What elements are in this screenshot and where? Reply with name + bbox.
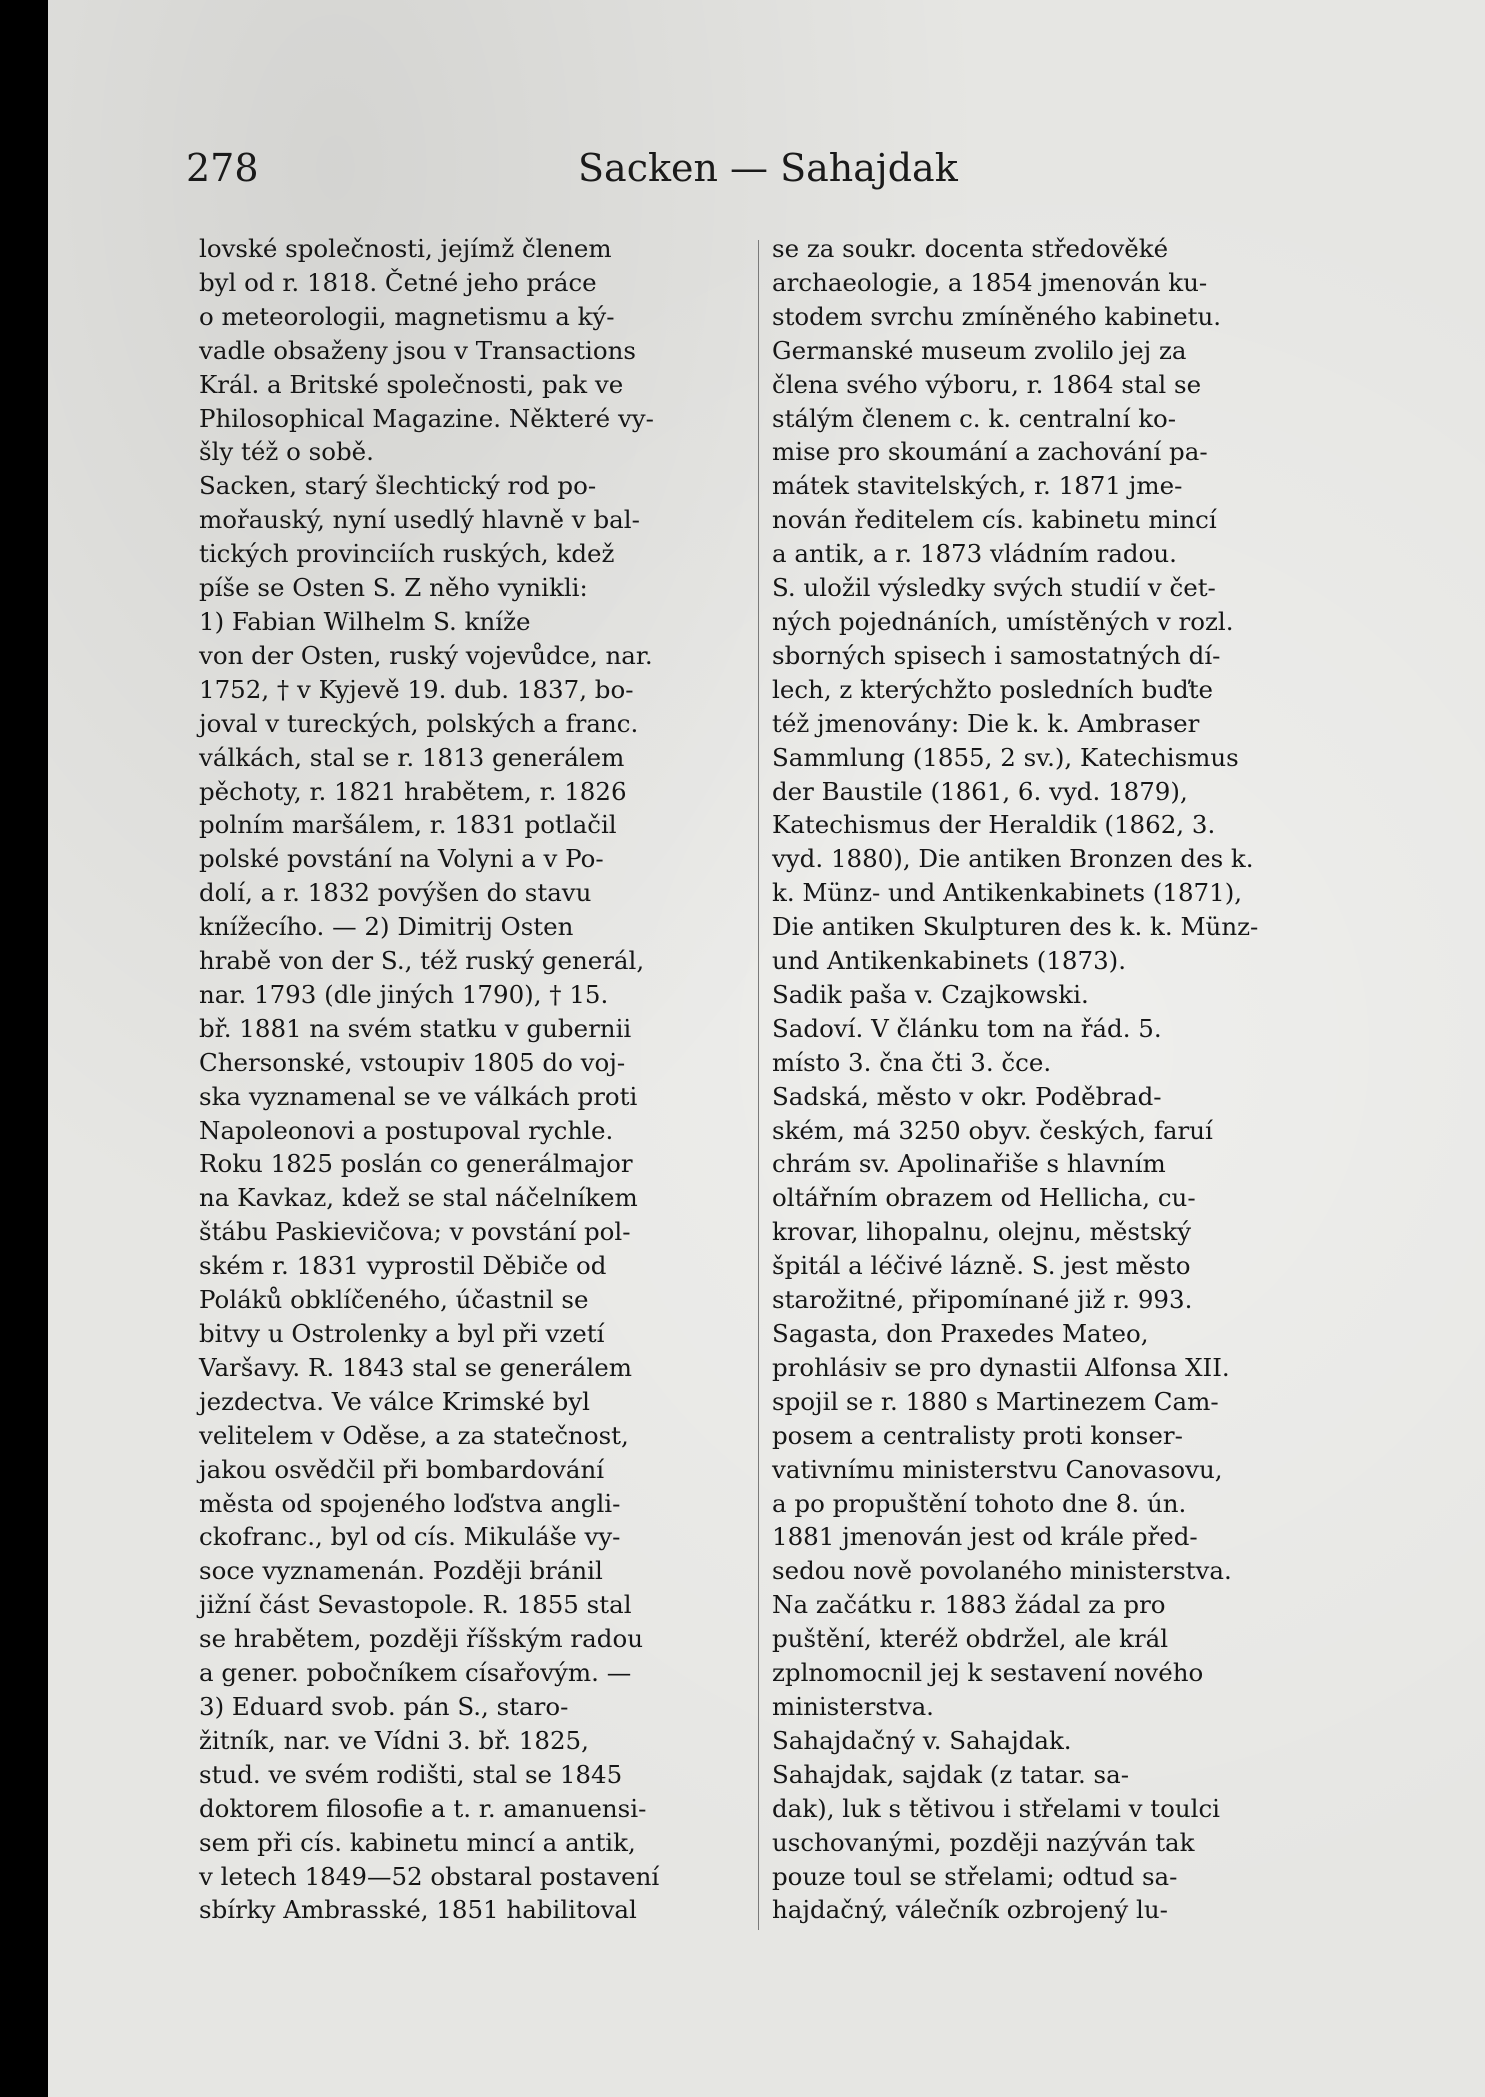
text-line: Sagasta, don Praxedes Mateo, bbox=[772, 1319, 1149, 1348]
text-line: pěchoty, r. 1821 hrabětem, r. 1826 bbox=[199, 776, 627, 806]
text-line: špitál a léčivé lázně. S. jest město bbox=[772, 1251, 1191, 1281]
text-line: stálým členem c. k. centralní ko- bbox=[772, 403, 1177, 433]
text-line: Varšavy. R. 1843 stal se generálem bbox=[199, 1352, 632, 1382]
text-line: oltářním obrazem od Hellicha, cu- bbox=[772, 1183, 1196, 1213]
text-line: štábu Paskievičova; v povstání pol- bbox=[199, 1217, 631, 1247]
text-line: sbírky Ambrasské, 1851 habilitoval bbox=[199, 1895, 637, 1925]
text-line: 3) Eduard svob. pán S., staro- bbox=[199, 1691, 569, 1721]
text-line: puštění, kteréž obdržel, ale král bbox=[772, 1624, 1169, 1654]
text-line: jižní část Sevastopole. R. 1855 stal bbox=[199, 1590, 632, 1620]
text-line: Chersonské, vstoupiv 1805 do voj- bbox=[199, 1047, 626, 1077]
text-line: se hrabětem, později říšským radou bbox=[199, 1624, 643, 1654]
text-line: nován ředitelem cís. kabinetu mincí bbox=[772, 505, 1217, 535]
text-line: polské povstání na Volyni a v Po- bbox=[199, 844, 604, 874]
text-line: a po propuštění tohoto dne 8. ún. bbox=[772, 1488, 1187, 1518]
text-line: též jmenovány: Die k. k. Ambraser bbox=[772, 708, 1200, 738]
text-line: Sahajdačný v. Sahajdak. bbox=[772, 1725, 1072, 1755]
text-line: Philosophical Magazine. Některé vy- bbox=[199, 403, 654, 433]
text-line: vativnímu ministerstvu Canovasovu, bbox=[772, 1454, 1223, 1484]
text-line: Sadik paša v. Czajkowski. bbox=[772, 979, 1089, 1009]
text-line: válkách, stal se r. 1813 generálem bbox=[199, 742, 625, 772]
text-line: Sacken, starý šlechtický rod po- bbox=[199, 471, 597, 501]
text-line: Sahajdak, sajdak (z tatar. sa- bbox=[772, 1759, 1129, 1789]
text-line: sborných spisech i samostatných dí- bbox=[772, 640, 1221, 670]
text-line: se za soukr. docenta středověké bbox=[772, 234, 1169, 263]
text-line: a antik, a r. 1873 vládním radou. bbox=[772, 539, 1177, 569]
text-line: nar. 1793 (dle jiných 1790), † 15. bbox=[199, 979, 609, 1009]
text-line: polním maršálem, r. 1831 potlačil bbox=[199, 810, 617, 840]
text-line: jezdectva. Ve válce Krimské byl bbox=[199, 1386, 590, 1416]
text-line: města od spojeného loďstva angli- bbox=[199, 1488, 621, 1518]
text-line: zplnomocnil jej k sestavení nového bbox=[772, 1658, 1204, 1688]
text-line: 1) Fabian Wilhelm S. kníže bbox=[199, 606, 531, 636]
left-column bbox=[199, 232, 754, 1927]
text-line: ministerstva. bbox=[772, 1691, 934, 1721]
text-line: Napoleonovi a postupoval rychle. bbox=[199, 1115, 614, 1145]
text-line: soce vyznamenán. Později bránil bbox=[199, 1556, 603, 1586]
text-line: píše se Osten S. Z něho vynikli: bbox=[199, 573, 588, 603]
text-line: sem při cís. kabinetu mincí a antik, bbox=[199, 1827, 636, 1857]
text-line: sedou nově povolaného ministerstva. bbox=[772, 1556, 1232, 1586]
text-line: lovské společnosti, jejímž členem bbox=[199, 234, 612, 263]
page-number: 278 bbox=[186, 146, 259, 190]
text-line: lech, z kterýchžto posledních buďte bbox=[772, 674, 1214, 704]
text-line: Na začátku r. 1883 žádal za pro bbox=[772, 1590, 1166, 1620]
text-line: 1881 jmenován jest od krále před- bbox=[772, 1522, 1198, 1552]
text-line: doktorem filosofie a t. r. amanuensi- bbox=[199, 1793, 647, 1823]
text-line: na Kavkaz, kdež se stal náčelníkem bbox=[199, 1183, 638, 1213]
text-line: místo 3. čna čti 3. čce. bbox=[772, 1047, 1052, 1077]
text-line: Die antiken Skulpturen des k. k. Münz- bbox=[772, 912, 1259, 942]
text-line: tických provinciích ruských, kdež bbox=[199, 539, 615, 569]
text-line: bř. 1881 na svém statku v gubernii bbox=[199, 1013, 632, 1043]
text-line: von der Osten, ruský vojevůdce, nar. bbox=[199, 640, 653, 670]
text-line: krovar, lihopalnu, olejnu, městský bbox=[772, 1217, 1192, 1247]
right-column bbox=[772, 232, 1327, 1927]
text-line: mise pro skoumání a zachování pa- bbox=[772, 437, 1208, 467]
text-line: ském r. 1831 vyprostil Děbiče od bbox=[199, 1251, 607, 1281]
text-line: Sadoví. V článku tom na řád. 5. bbox=[772, 1013, 1162, 1043]
page-header bbox=[48, 146, 1485, 196]
text-line: mátek stavitelských, r. 1871 jme- bbox=[772, 471, 1183, 501]
text-line: v letech 1849—52 obstaral postavení bbox=[199, 1861, 660, 1891]
text-line: stodem svrchu zmíněného kabinetu. bbox=[772, 301, 1222, 331]
text-line: hrabě von der S., též ruský generál, bbox=[199, 946, 645, 976]
text-line: ském, má 3250 obyv. českých, faruí bbox=[772, 1115, 1213, 1145]
text-line: šly též o sobě. bbox=[199, 437, 374, 467]
text-line: joval v tureckých, polských a franc. bbox=[199, 708, 639, 738]
text-line: prohlásiv se pro dynastii Alfonsa XII. bbox=[772, 1352, 1230, 1382]
text-line: hajdačný, válečník ozbrojený lu- bbox=[772, 1895, 1168, 1925]
text-line: mořauský, nyní usedlý hlavně v bal- bbox=[199, 505, 640, 535]
text-line: pouze toul se střelami; odtud sa- bbox=[772, 1861, 1178, 1891]
text-line: bitvy u Ostrolenky a byl při vzetí bbox=[199, 1319, 605, 1348]
text-line: uschovanými, později nazýván tak bbox=[772, 1827, 1195, 1857]
text-line: ckofranc., byl od cís. Mikuláše vy- bbox=[199, 1522, 621, 1552]
text-line: dolí, a r. 1832 povýšen do stavu bbox=[199, 878, 592, 908]
text-line: velitelem v Oděse, a za statečnost, bbox=[199, 1420, 629, 1450]
text-line: stud. ve svém rodišti, stal se 1845 bbox=[199, 1759, 623, 1789]
text-line: a gener. pobočníkem císařovým. — bbox=[199, 1658, 632, 1688]
text-line: knížecího. — 2) Dimitrij Osten bbox=[199, 912, 574, 942]
text-line: Poláků obklíčeného, účastnil se bbox=[199, 1285, 589, 1315]
text-line: vyd. 1880), Die antiken Bronzen des k. bbox=[772, 844, 1254, 874]
text-line: archaeologie, a 1854 jmenován ku- bbox=[772, 267, 1208, 297]
text-line: Roku 1825 poslán co generálmajor bbox=[199, 1149, 633, 1179]
text-line: žitník, nar. ve Vídni 3. bř. 1825, bbox=[199, 1725, 589, 1755]
running-title: Sacken — Sahajdak bbox=[578, 146, 958, 190]
text-line: o meteorologii, magnetismu a ký- bbox=[199, 301, 615, 331]
text-line: vadle obsaženy jsou v Transactions bbox=[199, 335, 636, 365]
text-line: Sammlung (1855, 2 sv.), Katechismus bbox=[772, 742, 1239, 772]
text-line: člena svého výboru, r. 1864 stal se bbox=[772, 369, 1202, 399]
text-line: 1752, † v Kyjevě 19. dub. 1837, bo- bbox=[199, 674, 634, 704]
text-line: Katechismus der Heraldik (1862, 3. bbox=[772, 810, 1216, 840]
text-line: chrám sv. Apolinařiše s hlavním bbox=[772, 1149, 1166, 1179]
text-line: Germanské museum zvolilo jej za bbox=[772, 335, 1187, 365]
text-line: Sadská, město v okr. Poděbrad- bbox=[772, 1081, 1162, 1111]
text-line: der Baustile (1861, 6. vyd. 1879), bbox=[772, 776, 1188, 806]
text-line: spojil se r. 1880 s Martinezem Cam- bbox=[772, 1386, 1219, 1416]
text-line: S. uložil výsledky svých studií v čet- bbox=[772, 573, 1216, 603]
text-line: k. Münz- und Antikenkabinets (1871), bbox=[772, 878, 1243, 908]
text-line: starožitné, připomínané již r. 993. bbox=[772, 1285, 1193, 1315]
text-line: posem a centralisty proti konser- bbox=[772, 1420, 1183, 1450]
text-line: dak), luk s tětivou i střelami v toulci bbox=[772, 1793, 1221, 1823]
text-line: ska vyznamenal se ve válkách proti bbox=[199, 1081, 638, 1111]
text-line: jakou osvědčil při bombardování bbox=[199, 1454, 605, 1484]
text-line: und Antikenkabinets (1873). bbox=[772, 946, 1127, 976]
column-divider bbox=[758, 240, 759, 1930]
text-line: byl od r. 1818. Četné jeho práce bbox=[199, 267, 597, 297]
book-page bbox=[48, 0, 1485, 2097]
text-line: ných pojednáních, umístěných v rozl. bbox=[772, 606, 1234, 636]
text-line: Král. a Britské společnosti, pak ve bbox=[199, 369, 624, 399]
